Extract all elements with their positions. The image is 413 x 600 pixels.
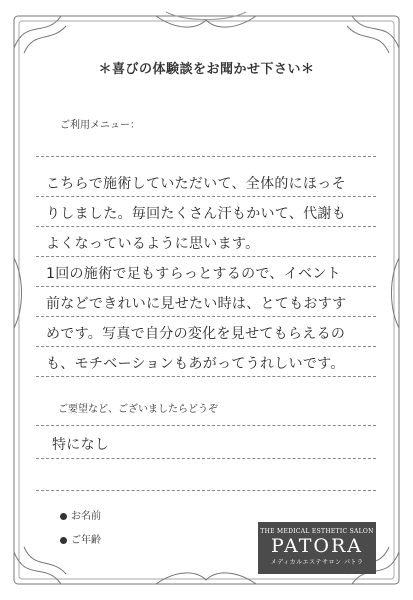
bullet-icon <box>60 513 67 520</box>
salon-logo <box>258 522 376 574</box>
name-label-text: お名前 <box>71 511 101 522</box>
rule-line <box>36 346 376 347</box>
page-title: ＊喜びの体験談をお聞かせ下さい＊ <box>98 62 315 77</box>
testimonial-line: よくなっているように思います。 <box>46 236 260 252</box>
rule-line <box>36 196 376 197</box>
testimonial-line: りしました。毎回たくさん汗もかいて、代謝も <box>46 206 347 222</box>
rule-line <box>36 156 376 157</box>
testimonial-line: 1回の施術で足もすらっとするので、イベント <box>46 266 341 282</box>
age-label-text: ご年齢 <box>71 535 101 546</box>
name-field-label <box>60 507 101 522</box>
bullet-icon <box>60 537 67 544</box>
testimonial-line: こちらで施術していただいて、全体的にほっそ <box>46 176 346 192</box>
logo-subtitle-top: THE MEDICAL ESTHETIC SALON <box>260 528 374 535</box>
rule-line <box>36 425 376 426</box>
request-label: ご要望など、ございましたらどうぞ <box>58 404 218 415</box>
rule-line <box>36 316 376 317</box>
testimonial-line: めです。写真で自分の変化を見せてもらえるの <box>46 326 346 342</box>
rule-line <box>36 376 376 377</box>
request-answer: 特になし <box>52 437 110 453</box>
rule-line <box>36 256 376 257</box>
testimonial-line: も、モチベーションもあがってうれしいです。 <box>46 356 345 372</box>
logo-name: PATORA <box>271 535 363 557</box>
rule-line <box>36 226 376 227</box>
testimonial-line: 前などできれいに見せたい時は、とてもおすす <box>46 296 347 312</box>
menu-label: ご利用メニュー： <box>60 120 140 131</box>
logo-subtitle-bottom: メディカルエステサロン パトラ <box>270 559 364 566</box>
rule-line <box>36 458 376 459</box>
rule-line <box>36 286 376 287</box>
rule-line <box>36 490 376 491</box>
age-field-label <box>60 531 101 546</box>
